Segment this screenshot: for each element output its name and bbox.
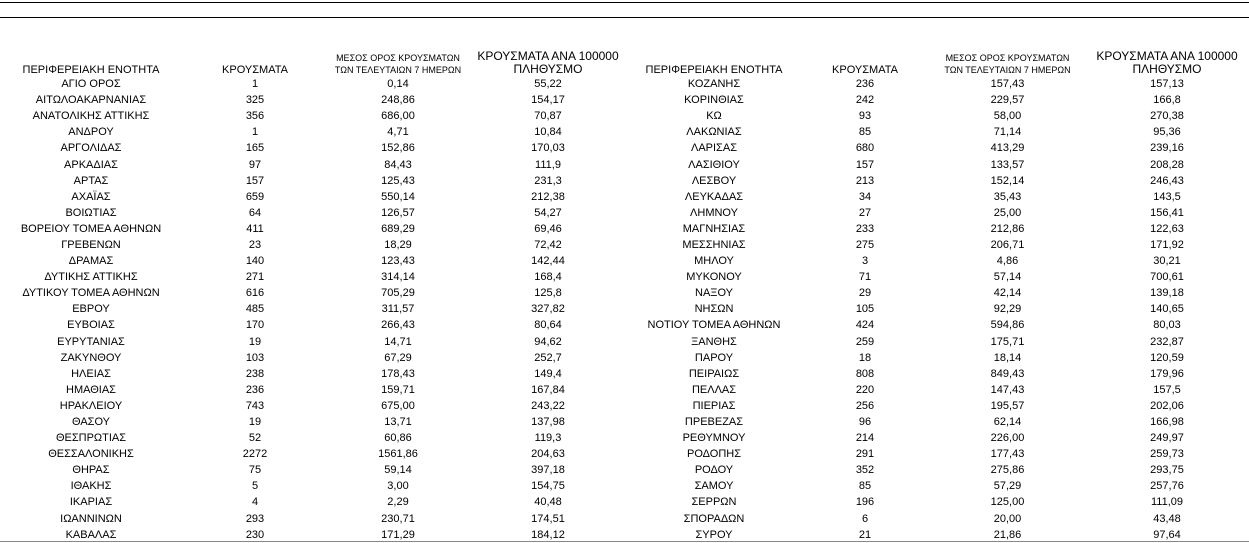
region-cell-left: ΑΝΑΤΟΛΙΚΗΣ ΑΤΤΙΚΗΣ [32, 110, 150, 123]
region-cell-right: ΠΙΕΡΙΑΣ [692, 399, 736, 412]
table-body [0, 76, 1249, 543]
avg-cell-right: 4,86 [996, 255, 1019, 268]
region-cell-right: ΞΑΝΘΗΣ [691, 335, 737, 348]
region-cell-right: ΛΑΣΙΘΙΟΥ [688, 158, 740, 171]
table-row [0, 317, 1249, 333]
region-cell-left: ΔΥΤΙΚΟΥ ΤΟΜΕΑ ΑΘΗΝΩΝ [22, 287, 160, 300]
per100k-cell-left: 10,84 [534, 126, 562, 139]
per100k-cell-right: 139,18 [1150, 287, 1184, 300]
cases-cell-right: 18 [858, 351, 872, 364]
region-cell-left: ΔΥΤΙΚΗΣ ΑΤΤΙΚΗΣ [44, 271, 138, 284]
avg-cell-left: 152,86 [381, 142, 415, 155]
cases-cell-right: 352 [855, 464, 875, 477]
region-cell-right: ΜΥΚΟΝΟΥ [686, 271, 742, 284]
per100k-cell-left: 149,4 [534, 367, 562, 380]
region-cell-right: ΚΩ [706, 110, 722, 123]
avg-cell-right: 92,29 [993, 303, 1022, 316]
region-cell-right: ΠΕΛΛΑΣ [691, 383, 737, 396]
cases-cell-left: 659 [245, 190, 265, 203]
avg-cell-right: 195,57 [990, 399, 1025, 412]
cases-cell-left: 103 [245, 351, 265, 364]
table-row [0, 334, 1249, 350]
avg-cell-left: 248,86 [381, 94, 415, 107]
per100k-cell-left: 154,17 [531, 94, 565, 107]
region-cell-right: ΛΑΡΙΣΑΣ [690, 142, 737, 155]
avg-cell-left: 1561,86 [378, 448, 418, 461]
region-cell-right: ΝΗΣΩΝ [694, 303, 734, 316]
per100k-cell-left: 167,84 [531, 383, 565, 396]
avg-cell-left: 705,29 [381, 287, 415, 300]
table-row [0, 366, 1249, 382]
per100k-cell-left: 69,46 [534, 222, 562, 235]
header-region-right: ΠΕΡΙΦΕΡΕΙΑΚΗ ΕΝΟΤΗΤΑ [645, 64, 783, 76]
per100k-cell-right: 202,06 [1150, 399, 1184, 412]
avg-cell-right: 594,86 [990, 319, 1025, 332]
region-cell-left: ΗΛΕΙΑΣ [71, 367, 111, 380]
avg-cell-right: 133,57 [990, 158, 1025, 171]
covid-cases-table [0, 40, 1249, 543]
cases-cell-left: 1 [251, 78, 259, 91]
per100k-cell-right: 111,09 [1150, 496, 1183, 509]
cases-cell-right: 233 [855, 222, 875, 235]
cases-cell-right: 213 [855, 174, 875, 187]
table-row [0, 478, 1249, 494]
avg-cell-left: 171,29 [381, 528, 415, 541]
avg-cell-right: 212,86 [990, 222, 1025, 235]
avg-cell-right: 226,00 [990, 432, 1025, 445]
avg-cell-right: 177,43 [990, 448, 1025, 461]
avg-cell-left: 67,29 [384, 351, 412, 364]
avg-cell-left: 159,71 [381, 383, 415, 396]
avg-cell-left: 2,29 [387, 496, 409, 509]
avg-cell-left: 13,71 [384, 416, 412, 429]
cases-cell-left: 616 [245, 287, 265, 300]
avg-cell-left: 14,71 [384, 335, 412, 348]
header-avg-left: ΜΕΣΟΣ ΟΡΟΣ ΚΡΟΥΣΜΑΤΩΝ ΤΩΝ ΤΕΛΕΥΤΑΙΩΝ 7 ΗΜΕΡΩΝ [334, 53, 462, 75]
per100k-cell-right: 30,21 [1153, 255, 1181, 268]
cases-cell-left: 157 [245, 174, 265, 187]
region-cell-left: ΘΗΡΑΣ [72, 464, 110, 477]
per100k-cell-left: 212,38 [531, 190, 565, 203]
per100k-cell-left: 252,7 [534, 351, 562, 364]
table-row [0, 189, 1249, 205]
header-cases-left: ΚΡΟΥΣΜΑΤΑ [222, 64, 288, 76]
table-row [0, 108, 1249, 124]
per100k-cell-right: 246,43 [1150, 174, 1184, 187]
per100k-cell-left: 231,3 [534, 174, 562, 187]
avg-cell-right: 58,00 [993, 110, 1022, 123]
region-cell-right: ΝΑΞΟΥ [695, 287, 733, 300]
region-cell-right: ΡΟΔΟΠΗΣ [686, 448, 742, 461]
avg-cell-left: 3,00 [387, 480, 409, 493]
avg-cell-right: 175,71 [990, 335, 1025, 348]
table-row [0, 140, 1249, 156]
region-cell-right: ΛΕΥΚΑΔΑΣ [684, 190, 744, 203]
region-cell-left: ΙΚΑΡΙΑΣ [69, 496, 113, 509]
top-border [0, 2, 1249, 3]
avg-cell-left: 0,14 [387, 78, 409, 91]
per100k-cell-right: 95,36 [1153, 126, 1181, 139]
table-row [0, 173, 1249, 189]
cases-cell-left: 325 [245, 94, 265, 107]
avg-cell-right: 157,43 [990, 78, 1025, 91]
cases-cell-left: 140 [245, 255, 265, 268]
cases-cell-left: 4 [251, 496, 259, 509]
cases-cell-right: 259 [855, 335, 875, 348]
cases-cell-right: 291 [855, 448, 875, 461]
region-cell-left: ΓΡΕΒΕΝΩΝ [61, 238, 121, 251]
table-row [0, 301, 1249, 317]
region-cell-left: ΑΡΓΟΛΙΔΑΣ [60, 142, 122, 155]
region-cell-right: ΚΟΡΙΝΘΙΑΣ [684, 94, 744, 107]
region-cell-right: ΡΕΘΥΜΝΟΥ [682, 432, 746, 445]
table-row [0, 462, 1249, 478]
cases-cell-right: 157 [855, 158, 875, 171]
per100k-cell-left: 168,4 [534, 271, 562, 284]
cases-cell-right: 680 [855, 142, 875, 155]
region-cell-left: ΗΡΑΚΛΕΙΟΥ [59, 399, 123, 412]
region-cell-left: ΘΕΣΠΡΩΤΙΑΣ [55, 432, 127, 445]
header-per100k-right: ΚΡΟΥΣΜΑΤΑ ΑΝΑ 100000 ΠΛΗΘΥΣΜΟ [1096, 49, 1238, 76]
cases-cell-right: 85 [858, 480, 872, 493]
cases-cell-left: 356 [245, 110, 265, 123]
region-cell-right: ΜΕΣΣΗΝΙΑΣ [682, 238, 746, 251]
region-cell-left: ΒΟΙΩΤΙΑΣ [65, 206, 117, 219]
cases-cell-right: 256 [855, 399, 875, 412]
avg-cell-left: 18,29 [384, 238, 412, 251]
table-row [0, 382, 1249, 398]
avg-cell-left: 230,71 [381, 512, 415, 525]
per100k-cell-left: 94,62 [534, 335, 562, 348]
per100k-cell-left: 170,03 [531, 142, 565, 155]
region-cell-left: ΙΩΑΝΝΙΝΩΝ [60, 512, 122, 525]
table-row [0, 156, 1249, 172]
table-row [0, 446, 1249, 462]
table-row [0, 350, 1249, 366]
per100k-cell-right: 171,92 [1150, 238, 1184, 251]
per100k-cell-right: 43,48 [1153, 512, 1181, 525]
cases-cell-right: 93 [858, 110, 872, 123]
avg-cell-right: 71,14 [993, 126, 1022, 139]
region-cell-left: ΒΟΡΕΙΟΥ ΤΟΜΕΑ ΑΘΗΝΩΝ [20, 222, 162, 235]
region-cell-left: ΑΧΑΪΑΣ [71, 190, 111, 203]
per100k-cell-right: 259,73 [1150, 448, 1184, 461]
avg-cell-left: 60,86 [384, 432, 412, 445]
cases-cell-right: 105 [855, 303, 875, 316]
cases-cell-left: 1 [251, 126, 259, 139]
avg-cell-right: 42,14 [993, 287, 1022, 300]
table-row [0, 494, 1249, 510]
cases-cell-right: 424 [855, 319, 875, 332]
header-border [0, 17, 1249, 18]
bottom-border [0, 541, 1249, 542]
region-cell-left: ΙΘΑΚΗΣ [70, 480, 112, 493]
per100k-cell-right: 270,38 [1150, 110, 1184, 123]
header-avg-right: ΜΕΣΟΣ ΟΡΟΣ ΚΡΟΥΣΜΑΤΩΝ ΤΩΝ ΤΕΛΕΥΤΑΙΩΝ 7 ΗΜΕΡΩΝ [944, 53, 1071, 75]
avg-cell-left: 126,57 [381, 206, 415, 219]
avg-cell-right: 18,14 [993, 351, 1022, 364]
cases-cell-left: 271 [245, 271, 265, 284]
table-row [0, 253, 1249, 269]
per100k-cell-right: 157,5 [1153, 383, 1181, 396]
cases-cell-right: 27 [858, 206, 872, 219]
cases-cell-left: 23 [248, 238, 262, 251]
cases-cell-right: 29 [858, 287, 872, 300]
avg-cell-left: 686,00 [381, 110, 415, 123]
avg-cell-left: 84,43 [384, 158, 412, 171]
avg-cell-right: 20,00 [993, 512, 1022, 525]
cases-cell-right: 96 [858, 416, 872, 429]
region-cell-left: ΑΓΙΟ ΟΡΟΣ [61, 78, 121, 91]
per100k-cell-left: 54,27 [534, 206, 562, 219]
per100k-cell-right: 157,13 [1150, 78, 1184, 91]
cases-cell-right: 214 [855, 432, 875, 445]
per100k-cell-left: 204,63 [531, 448, 565, 461]
cases-cell-right: 242 [855, 94, 875, 107]
avg-cell-left: 314,14 [381, 271, 415, 284]
cases-cell-left: 411 [246, 222, 264, 235]
per100k-cell-right: 700,61 [1150, 271, 1184, 284]
per100k-cell-left: 72,42 [534, 238, 562, 251]
table-row [0, 205, 1249, 221]
cases-cell-right: 275 [855, 238, 875, 251]
per100k-cell-right: 122,63 [1150, 222, 1184, 235]
avg-cell-left: 689,29 [381, 222, 415, 235]
region-cell-right: ΣΠΟΡΑΔΩΝ [683, 512, 745, 525]
per100k-cell-left: 174,51 [531, 512, 565, 525]
region-cell-right: ΚΟΖΑΝΗΣ [687, 78, 741, 91]
cases-cell-right: 6 [861, 512, 869, 525]
avg-cell-left: 550,14 [381, 190, 415, 203]
per100k-cell-right: 239,16 [1150, 142, 1184, 155]
per100k-cell-right: 166,8 [1153, 94, 1181, 107]
region-cell-right: ΜΑΓΝΗΣΙΑΣ [682, 222, 746, 235]
cases-cell-left: 52 [248, 432, 262, 445]
region-cell-left: ΑΡΚΑΔΙΑΣ [64, 158, 118, 171]
region-cell-right: ΠΑΡΟΥ [694, 351, 734, 364]
region-cell-left: ΑΝΔΡΟΥ [68, 126, 114, 139]
per100k-cell-right: 140,65 [1150, 303, 1184, 316]
per100k-cell-left: 184,12 [531, 528, 565, 541]
region-cell-right: ΣΑΜΟΥ [694, 480, 734, 493]
table-row [0, 221, 1249, 237]
avg-cell-right: 25,00 [993, 206, 1022, 219]
cases-cell-left: 2272 [242, 448, 268, 461]
avg-cell-left: 675,00 [381, 399, 415, 412]
region-cell-right: ΜΗΛΟΥ [694, 255, 734, 268]
cases-cell-left: 485 [245, 303, 265, 316]
table-row [0, 92, 1249, 108]
table-row [0, 430, 1249, 446]
header-cases-right: ΚΡΟΥΣΜΑΤΑ [832, 64, 898, 76]
header-region-left: ΠΕΡΙΦΕΡΕΙΑΚΗ ΕΝΟΤΗΤΑ [22, 64, 160, 76]
avg-cell-right: 275,86 [990, 464, 1025, 477]
cases-cell-left: 64 [248, 206, 262, 219]
per100k-cell-right: 97,64 [1153, 528, 1181, 541]
region-cell-left: ΔΡΑΜΑΣ [68, 255, 114, 268]
table-row [0, 124, 1249, 140]
per100k-cell-right: 293,75 [1150, 464, 1184, 477]
table-row [0, 398, 1249, 414]
header-per100k-left: ΚΡΟΥΣΜΑΤΑ ΑΝΑ 100000 ΠΛΗΘΥΣΜΟ [477, 49, 619, 76]
per100k-cell-left: 111,9 [535, 158, 561, 171]
cases-cell-right: 196 [855, 496, 875, 509]
cases-cell-left: 19 [248, 335, 262, 348]
cases-cell-left: 5 [251, 480, 259, 493]
region-cell-right: ΠΡΕΒΕΖΑΣ [684, 416, 744, 429]
avg-cell-right: 57,29 [993, 480, 1022, 493]
cases-cell-right: 236 [855, 78, 875, 91]
avg-cell-right: 206,71 [990, 238, 1025, 251]
cases-cell-right: 21 [858, 528, 872, 541]
per100k-cell-right: 179,96 [1150, 367, 1184, 380]
cases-cell-left: 165 [245, 142, 265, 155]
per100k-cell-left: 137,98 [531, 416, 565, 429]
table-row [0, 285, 1249, 301]
per100k-cell-left: 243,22 [531, 399, 565, 412]
per100k-cell-left: 55,22 [534, 78, 562, 91]
avg-cell-right: 62,14 [993, 416, 1022, 429]
avg-cell-right: 413,29 [990, 142, 1025, 155]
per100k-cell-left: 80,64 [534, 319, 562, 332]
cases-cell-right: 808 [855, 367, 875, 380]
per100k-cell-left: 142,44 [531, 255, 565, 268]
region-cell-left: ΖΑΚΥΝΘΟΥ [60, 351, 122, 364]
cases-cell-right: 3 [861, 255, 869, 268]
region-cell-right: ΣΥΡΟΥ [695, 528, 733, 541]
avg-cell-left: 4,71 [387, 126, 409, 139]
per100k-cell-right: 156,41 [1150, 206, 1184, 219]
table-row [0, 76, 1249, 92]
avg-cell-right: 849,43 [990, 367, 1025, 380]
cases-cell-left: 75 [248, 464, 262, 477]
avg-cell-left: 311,57 [381, 303, 415, 316]
cases-cell-right: 34 [858, 190, 872, 203]
per100k-cell-right: 257,76 [1150, 480, 1184, 493]
cases-cell-right: 71 [858, 271, 872, 284]
cases-cell-left: 236 [245, 383, 265, 396]
per100k-cell-left: 119,3 [534, 432, 562, 445]
avg-cell-right: 21,86 [993, 528, 1022, 541]
cases-cell-left: 743 [245, 399, 265, 412]
region-cell-left: ΘΕΣΣΑΛΟΝΙΚΗΣ [48, 448, 134, 461]
avg-cell-right: 35,43 [993, 190, 1022, 203]
avg-cell-right: 229,57 [990, 94, 1025, 107]
cases-cell-left: 19 [248, 416, 262, 429]
region-cell-right: ΝΟΤΙΟΥ ΤΟΜΕΑ ΑΘΗΝΩΝ [647, 319, 781, 332]
region-cell-left: ΑΙΤΩΛΟΑΚΑΡΝΑΝΙΑΣ [35, 94, 147, 107]
cases-cell-left: 97 [248, 158, 262, 171]
avg-cell-right: 125,00 [990, 496, 1025, 509]
region-cell-left: ΘΑΣΟΥ [71, 416, 111, 429]
avg-cell-right: 147,43 [990, 383, 1025, 396]
per100k-cell-right: 249,97 [1150, 432, 1184, 445]
region-cell-left: ΚΑΒΑΛΑΣ [65, 528, 117, 541]
per100k-cell-right: 166,98 [1150, 416, 1184, 429]
per100k-cell-right: 143,5 [1153, 190, 1181, 203]
header-row [0, 40, 1249, 76]
avg-cell-right: 57,14 [993, 271, 1022, 284]
avg-cell-left: 59,14 [384, 464, 412, 477]
per100k-cell-right: 80,03 [1153, 319, 1181, 332]
per100k-cell-left: 397,18 [531, 464, 565, 477]
per100k-cell-right: 208,28 [1150, 158, 1184, 171]
region-cell-left: ΕΥΡΥΤΑΝΙΑΣ [57, 335, 125, 348]
region-cell-left: ΕΒΡΟΥ [72, 303, 110, 316]
cases-cell-left: 238 [245, 367, 265, 380]
per100k-cell-left: 125,8 [534, 287, 562, 300]
avg-cell-left: 125,43 [381, 174, 415, 187]
cases-cell-left: 293 [245, 512, 265, 525]
region-cell-left: ΕΥΒΟΙΑΣ [67, 319, 115, 332]
region-cell-right: ΠΕΙΡΑΙΩΣ [688, 367, 740, 380]
cases-cell-left: 170 [245, 319, 265, 332]
avg-cell-right: 152,14 [990, 174, 1025, 187]
region-cell-right: ΣΕΡΡΩΝ [691, 496, 737, 509]
region-cell-right: ΛΗΜΝΟΥ [690, 206, 738, 219]
region-cell-left: ΑΡΤΑΣ [73, 174, 109, 187]
table-row [0, 414, 1249, 430]
cases-cell-left: 230 [245, 528, 265, 541]
table-row [0, 269, 1249, 285]
table-row [0, 511, 1249, 527]
per100k-cell-left: 70,87 [534, 110, 562, 123]
avg-cell-left: 123,43 [381, 255, 415, 268]
avg-cell-left: 178,43 [381, 367, 415, 380]
cases-cell-right: 220 [855, 383, 875, 396]
per100k-cell-left: 154,75 [531, 480, 565, 493]
cases-cell-right: 85 [858, 126, 872, 139]
per100k-cell-left: 327,82 [531, 303, 565, 316]
per100k-cell-right: 232,87 [1150, 335, 1184, 348]
table-row [0, 237, 1249, 253]
region-cell-left: ΗΜΑΘΙΑΣ [66, 383, 116, 396]
avg-cell-left: 266,43 [381, 319, 415, 332]
region-cell-right: ΡΟΔΟΥ [694, 464, 734, 477]
region-cell-right: ΛΑΚΩΝΙΑΣ [686, 126, 742, 139]
per100k-cell-right: 120,59 [1150, 351, 1184, 364]
region-cell-right: ΛΕΣΒΟΥ [691, 174, 737, 187]
per100k-cell-left: 40,48 [534, 496, 562, 509]
